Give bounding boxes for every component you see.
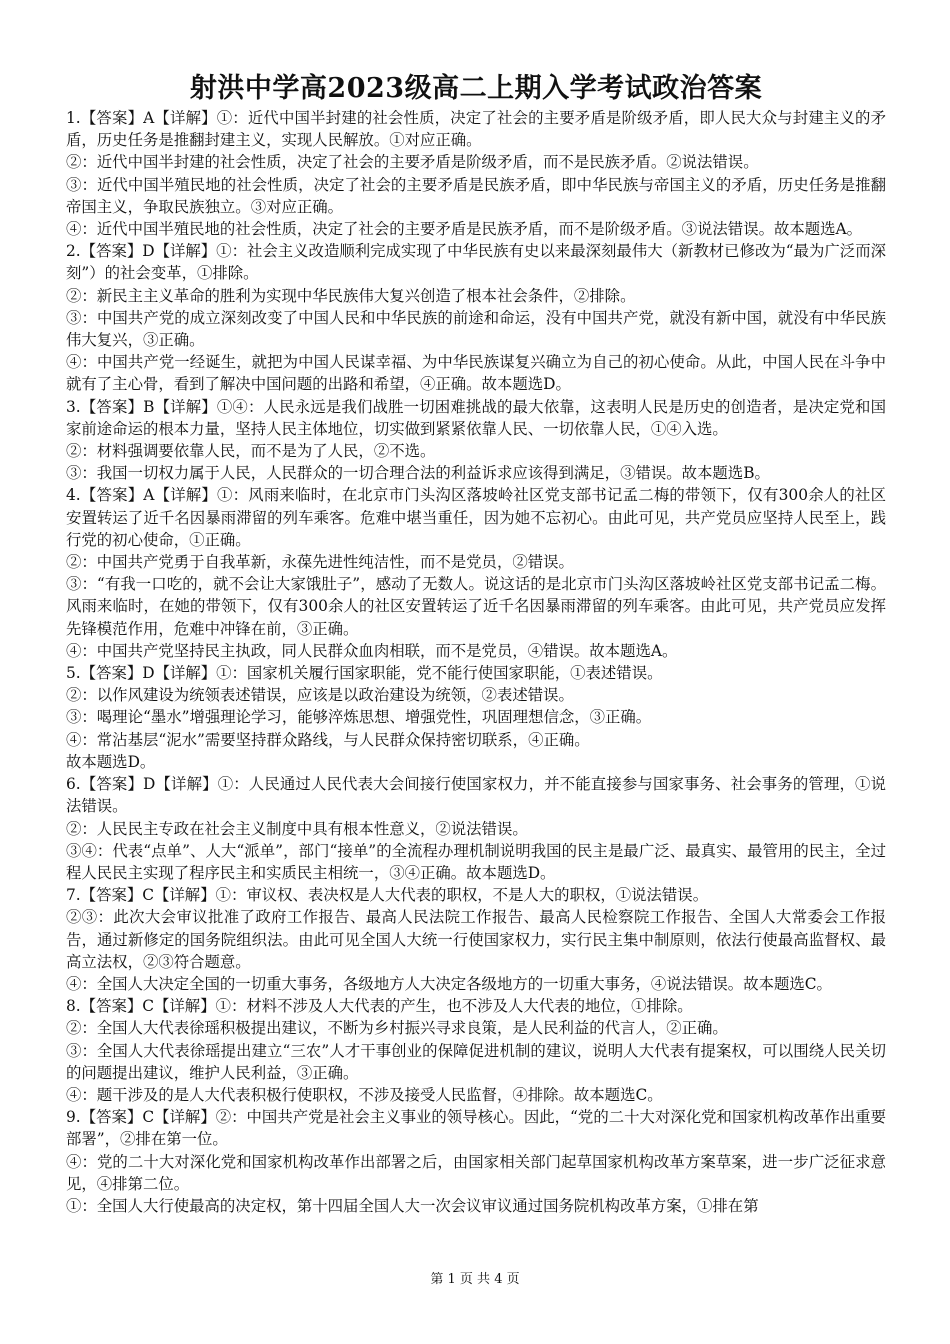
answer-paragraph: ②：人民民主专政在社会主义制度中具有根本性意义，②说法错误。: [66, 819, 528, 838]
answer-paragraph: ③：中国共产党的成立深刻改变了中国人民和中华民族的前途和命运，没有中国共产党，就没有新中国，就没有中华民族伟大复兴，③正确。: [66, 308, 886, 350]
answer-paragraph: ④：全国人大决定全国的一切重大事务，各级地方人大决定各级地方的一切重大事务，④说法错误。故本题选C。: [66, 974, 832, 993]
answer-paragraph: 8.【答案】C【详解】①：材料不涉及人大代表的产生，也不涉及人大代表的地位，①排除。: [66, 997, 693, 1016]
answer-paragraph: ③：“有我一口吃的，就不会让大家饿肚子”，感动了无数人。说这话的是北京市门头沟区落坡岭社区党支部书记孟二梅。风雨来临时，在她的带领下，仅有300余人的社区安置转运了近千名因暴雨滞留的列车乘客。由此可见，共产党员应发挥先锋模范作用，危难中冲锋在前，③正确。: [66, 575, 886, 638]
answer-paragraph: ④：党的二十大对深化党和国家机构改革作出部署之后，由国家相关部门起草国家机构改革方案草案，进一步广泛征求意见，④排第二位。: [66, 1152, 886, 1193]
answer-paragraph: ③：近代中国半殖民地的社会性质，决定了社会的主要矛盾是民族矛盾，即中华民族与帝国主义的矛盾，历史任务是推翻帝国主义，争取民族独立。③对应正确。: [66, 175, 886, 216]
answer-paragraph: 2.【答案】D【详解】①：社会主义改造顺利完成实现了中华民族有史以来最深刻最伟大（新教材已修改为“最为广泛而深刻”）的社会变革，①排除。: [66, 242, 886, 283]
answer-paragraph: ④：中国共产党坚持民主执政，同人民群众血肉相联，而不是党员，④错误。故本题选A。: [66, 641, 678, 660]
answer-paragraph: ④：中国共产党一经诞生，就把为中国人民谋幸福、为中华民族谋复兴确立为自己的初心使命。从此，中国人民在斗争中就有了主心骨，看到了解决中国问题的出路和希望，④正确。故本题选D。: [66, 353, 886, 394]
answer-paragraph: ③④：代表“点单”、人大“派单”，部门“接单”的全流程办理机制说明我国的民主是最广泛、最真实、最管用的民主，全过程人民民主实现了程序民主和实质民主相统一，③④正确。故本题选D。: [66, 841, 886, 882]
answer-paragraph: 9.【答案】C【详解】②：中国共产党是社会主义事业的领导核心。因此，“党的二十大对深化党和国家机构改革作出重要部署”，②排在第一位。: [66, 1108, 886, 1149]
answer-paragraph: ①：全国人大行使最高的决定权，第十四届全国人大一次会议审议通过国务院机构改革方案，①排在第: [66, 1196, 759, 1215]
answer-paragraph: 5.【答案】D【详解】①：国家机关履行国家职能，党不能行使国家职能，①表述错误。: [66, 664, 663, 683]
answer-paragraph: ②：材料强调要依靠人民，而不是为了人民，②不选。: [66, 442, 436, 461]
answer-paragraph: ②：全国人大代表徐瑶积极提出建议，不断为乡村振兴寻求良策，是人民利益的代言人，②正确。: [66, 1019, 728, 1038]
answer-paragraph: ③：我国一切权力属于人民，人民群众的一切合理合法的利益诉求应该得到满足，③错误。故本题选B。: [66, 464, 770, 483]
answer-paragraph: ②：以作风建设为统领表述错误，应该是以政治建设为统领，②表述错误。: [66, 686, 574, 705]
answer-paragraph: 6.【答案】D【详解】①：人民通过人民代表大会间接行使国家权力，并不能直接参与国家事务、社会事务的管理，①说法错误。: [66, 775, 886, 816]
document-title: 射洪中学高2023级高二上期入学考试政治答案: [189, 73, 763, 104]
answer-paragraph: ④：近代中国半殖民地的社会性质，决定了社会的主要矛盾是民族矛盾，而不是阶级矛盾。③说法错误。故本题选A。: [66, 220, 863, 239]
page-footer: 第 1 页 共 4 页: [430, 1272, 520, 1287]
answer-paragraph: ②：近代中国半封建的社会性质，决定了社会的主要矛盾是阶级矛盾，而不是民族矛盾。②说法错误。: [66, 153, 759, 172]
answer-body: [66, 107, 886, 1217]
answer-paragraph: 故本题选D。: [66, 752, 156, 771]
answer-paragraph: ③：喝理论“墨水”增强理论学习，能够淬炼思想、增强党性，巩固理想信念，③正确。: [66, 708, 652, 727]
answer-paragraph: 3.【答案】B【详解】①④：人民永远是我们战胜一切困难挑战的最大依靠，这表明人民是历史的创造者，是决定党和国家前途命运的根本力量，坚持人民主体地位，切实做到紧紧依靠人民、一切依靠人民，①④入选。: [66, 397, 886, 438]
answer-paragraph: ②③：此次大会审议批准了政府工作报告、最高人民法院工作报告、最高人民检察院工作报告、全国人大常委会工作报告，通过新修定的国务院组织法。由此可见全国人大统一行使国家权力，实行民主集中制原则，依法行使最高监督权、最高立法权，②③符合题意。: [66, 908, 886, 971]
answer-paragraph: 4.【答案】A【详解】①：风雨来临时，在北京市门头沟区落坡岭社区党支部书记孟二梅的带领下，仅有300余人的社区安置转运了近千名因暴雨滞留的列车乘客。危难中堪当重任，因为她不忘初心。由此可见，共产党员应坚持人民至上，践行党的初心使命，①正确。: [66, 486, 886, 549]
answer-paragraph: ③：全国人大代表徐瑶提出建立“三农”人才干事创业的保障促进机制的建议，说明人大代表有提案权，可以围绕人民关切的问题提出建议，维护人民利益，③正确。: [66, 1041, 886, 1082]
answer-paragraph: 1.【答案】A【详解】①：近代中国半封建的社会性质，决定了社会的主要矛盾是阶级矛盾，即人民大众与封建主义的矛盾，历史任务是推翻封建主义，实现人民解放。①对应正确。: [66, 109, 886, 150]
answer-paragraph: ④：题干涉及的是人大代表积极行使职权，不涉及接受人民监督，④排除。故本题选C。: [66, 1085, 663, 1104]
answer-paragraph: ②：新民主主义革命的胜利为实现中华民族伟大复兴创造了根本社会条件，②排除。: [66, 286, 636, 305]
answer-paragraph: ④：常沾基层“泥水”需要坚持群众路线，与人民群众保持密切联系，④正确。: [66, 730, 590, 749]
answer-paragraph: ②：中国共产党勇于自我革新，永葆先进性纯洁性，而不是党员，②错误。: [66, 553, 574, 572]
answer-paragraph: 7.【答案】C【详解】①：审议权、表决权是人大代表的职权，不是人大的职权，①说法错误。: [66, 886, 709, 905]
